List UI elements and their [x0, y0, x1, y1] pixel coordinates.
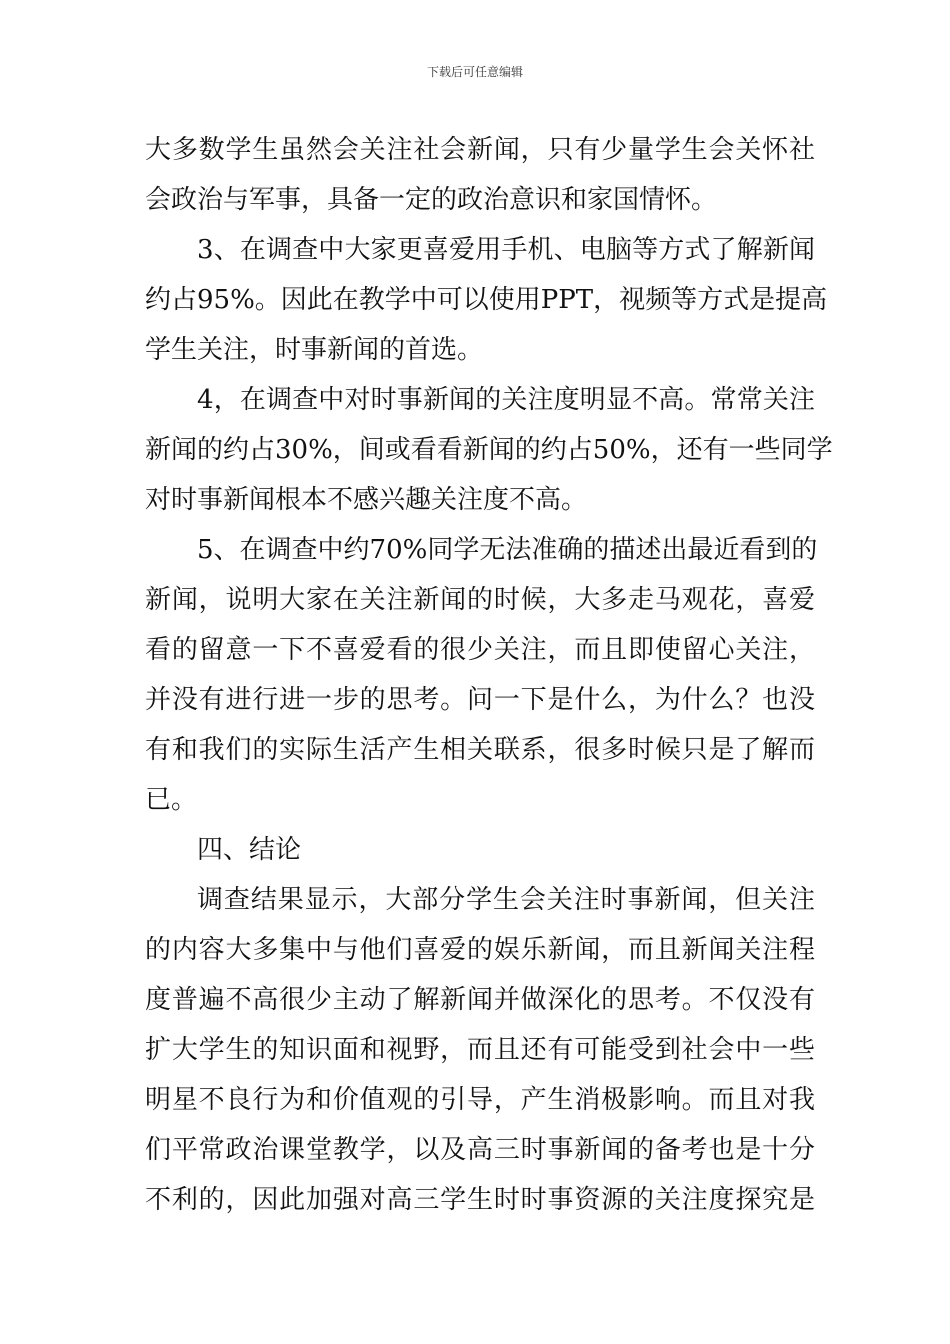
text-line: 4，在调查中对时事新闻的关注度明显不高。常常关注	[197, 385, 815, 415]
text-line: 们平常政治课堂教学，以及高三时事新闻的备考也是十分	[145, 1135, 815, 1165]
text-line: 约占95%。因此在教学中可以使用PPT，视频等方式是提高	[145, 285, 828, 315]
paragraph	[145, 375, 833, 525]
section-heading	[145, 825, 815, 875]
text-line: 明星不良行为和价值观的引导，产生消极影响。而且对我	[145, 1085, 815, 1115]
text-line: 3、在调查中大家更喜爱用手机、电脑等方式了解新闻	[197, 235, 815, 265]
text-line: 新闻，说明大家在关注新闻的时候，大多走马观花，喜爱	[145, 585, 815, 615]
text-line: 5、在调查中约70%同学无法准确的描述出最近看到的	[197, 535, 818, 565]
heading-line: 四、结论	[197, 835, 302, 865]
text-line: 度普遍不高很少主动了解新闻并做深化的思考。不仅没有	[145, 985, 815, 1015]
text-line: 已。	[145, 785, 198, 815]
paragraph	[145, 125, 815, 225]
paragraph	[145, 525, 818, 825]
text-line: 不利的，因此加强对高三学生时时事资源的关注度探究是	[145, 1185, 815, 1215]
text-line: 并没有进行进一步的思考。问一下是什么，为什么？也没	[145, 685, 815, 715]
text-line: 对时事新闻根本不感兴趣关注度不高。	[145, 485, 588, 515]
page-header: 下载后可任意编辑	[426, 65, 523, 79]
text-line: 调查结果显示，大部分学生会关注时事新闻，但关注	[197, 885, 815, 915]
text-line: 看的留意一下不喜爱看的很少关注，而且即使留心关注，	[145, 635, 815, 665]
document-body	[145, 125, 833, 1225]
paragraph	[145, 225, 828, 375]
text-line: 学生关注，时事新闻的首选。	[145, 335, 484, 365]
text-line: 的内容大多集中与他们喜爱的娱乐新闻，而且新闻关注程	[145, 935, 815, 965]
text-line: 有和我们的实际生活产生相关联系，很多时候只是了解而	[145, 735, 815, 765]
text-line: 大多数学生虽然会关注社会新闻，只有少量学生会关怀社	[145, 135, 815, 165]
text-line: 会政治与军事，具备一定的政治意识和家国情怀。	[145, 185, 718, 215]
paragraph	[145, 875, 815, 1225]
text-line: 新闻的约占30%，间或看看新闻的约占50%，还有一些同学	[145, 435, 833, 465]
text-line: 扩大学生的知识面和视野，而且还有可能受到社会中一些	[145, 1035, 815, 1065]
